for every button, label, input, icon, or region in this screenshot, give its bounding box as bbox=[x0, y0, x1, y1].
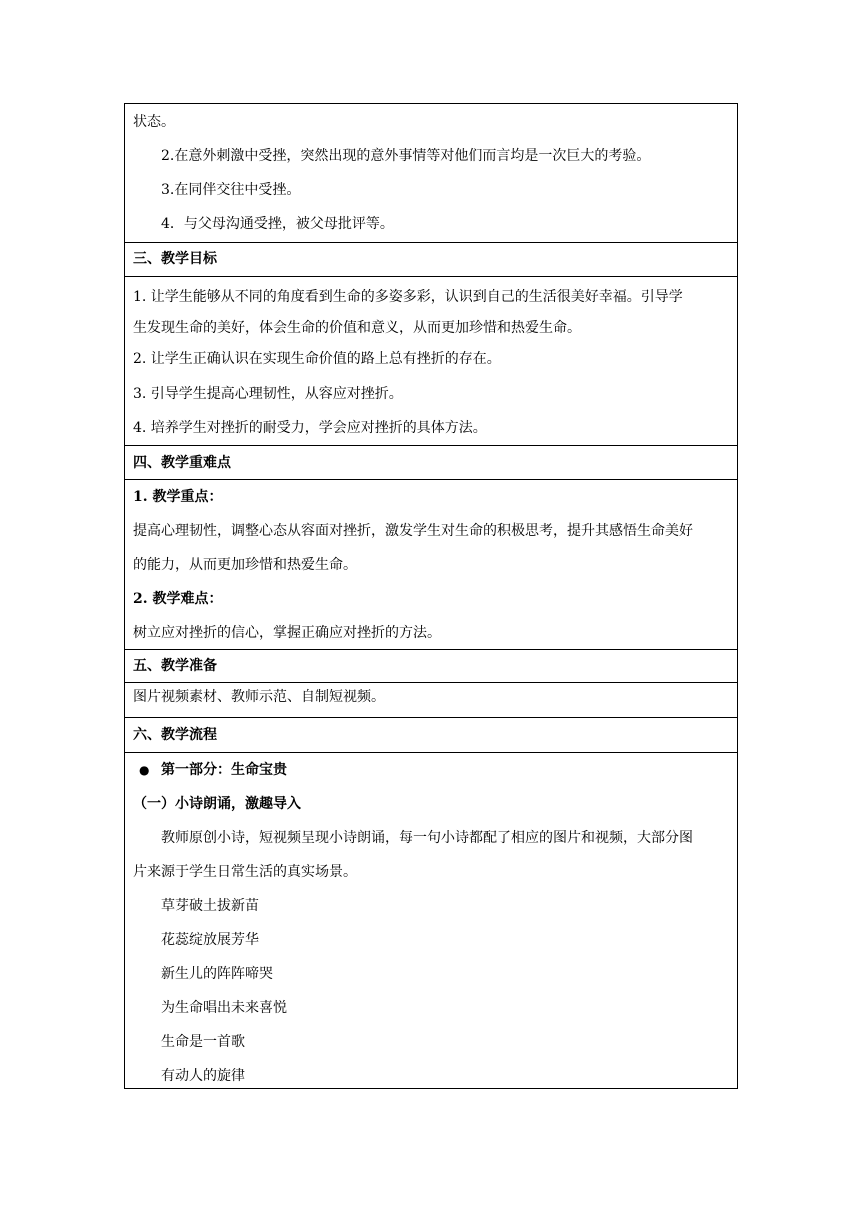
text-line: 教师原创小诗，短视频呈现小诗朗诵，每一句小诗都配了相应的图片和视频，大部分图 bbox=[161, 830, 693, 846]
poem-line: 花蕊绽放展芳华 bbox=[161, 932, 259, 948]
poem-line: 为生命唱出未来喜悦 bbox=[161, 1000, 287, 1016]
row-divider bbox=[125, 717, 737, 718]
subheading: 2. 教学难点： bbox=[133, 591, 223, 607]
section-heading: 三、教学目标 bbox=[133, 251, 217, 267]
poem-line: 有动人的旋律 bbox=[161, 1068, 245, 1084]
row-divider bbox=[125, 242, 737, 243]
text-line: 树立应对挫折的信心，掌握正确应对挫折的方法。 bbox=[133, 625, 441, 641]
list-item: 3. 引导学生提高心理韧性，从容应对挫折。 bbox=[133, 386, 403, 402]
list-item: 2.在意外刺激中受挫，突然出现的意外事情等对他们而言均是一次巨大的考验。 bbox=[161, 148, 651, 164]
list-item: 3.在同伴交往中受挫。 bbox=[161, 182, 301, 198]
list-item: 2. 让学生正确认识在实现生命价值的路上总有挫折的存在。 bbox=[133, 351, 501, 367]
section-heading: 六、教学流程 bbox=[133, 727, 217, 743]
list-item: 生发现生命的美好，体会生命的价值和意义，从而更加珍惜和热爱生命。 bbox=[133, 320, 581, 336]
text-line: 的能力，从而更加珍惜和热爱生命。 bbox=[133, 557, 357, 573]
list-item: 1. 让学生能够从不同的角度看到生命的多姿多彩，认识到自己的生活很美好幸福。引导学 bbox=[133, 289, 683, 305]
list-item: 4．与父母沟通受挫，被父母批评等。 bbox=[161, 216, 394, 232]
list-item: 4. 培养学生对挫折的耐受力，学会应对挫折的具体方法。 bbox=[133, 420, 487, 436]
text-line: 提高心理韧性，调整心态从容面对挫折，激发学生对生命的积极思考，提升其感悟生命美好 bbox=[133, 523, 693, 539]
section-heading: 五、教学准备 bbox=[133, 658, 217, 674]
part-title: 第一部分：生命宝贵 bbox=[161, 762, 287, 778]
poem-line: 新生儿的阵阵啼哭 bbox=[161, 966, 273, 982]
row-divider bbox=[125, 752, 737, 753]
row-divider bbox=[125, 445, 737, 446]
row-divider bbox=[125, 682, 737, 683]
poem-line: 生命是一首歌 bbox=[161, 1034, 245, 1050]
text-line: 片来源于学生日常生活的真实场景。 bbox=[133, 864, 357, 880]
section-heading: 四、教学重难点 bbox=[133, 455, 231, 471]
text-line: 状态。 bbox=[133, 114, 175, 130]
subheading: 1. 教学重点： bbox=[133, 489, 223, 505]
row-divider bbox=[125, 479, 737, 480]
row-divider bbox=[125, 649, 737, 650]
bullet-icon: ● bbox=[139, 763, 150, 777]
text-line: 图片视频素材、教师示范、自制短视频。 bbox=[133, 689, 385, 705]
poem-line: 草芽破土拔新苗 bbox=[161, 898, 259, 914]
row-divider bbox=[125, 276, 737, 277]
sub-title: （一）小诗朗诵，激趣导入 bbox=[133, 796, 301, 812]
lesson-plan-table bbox=[124, 103, 738, 1089]
